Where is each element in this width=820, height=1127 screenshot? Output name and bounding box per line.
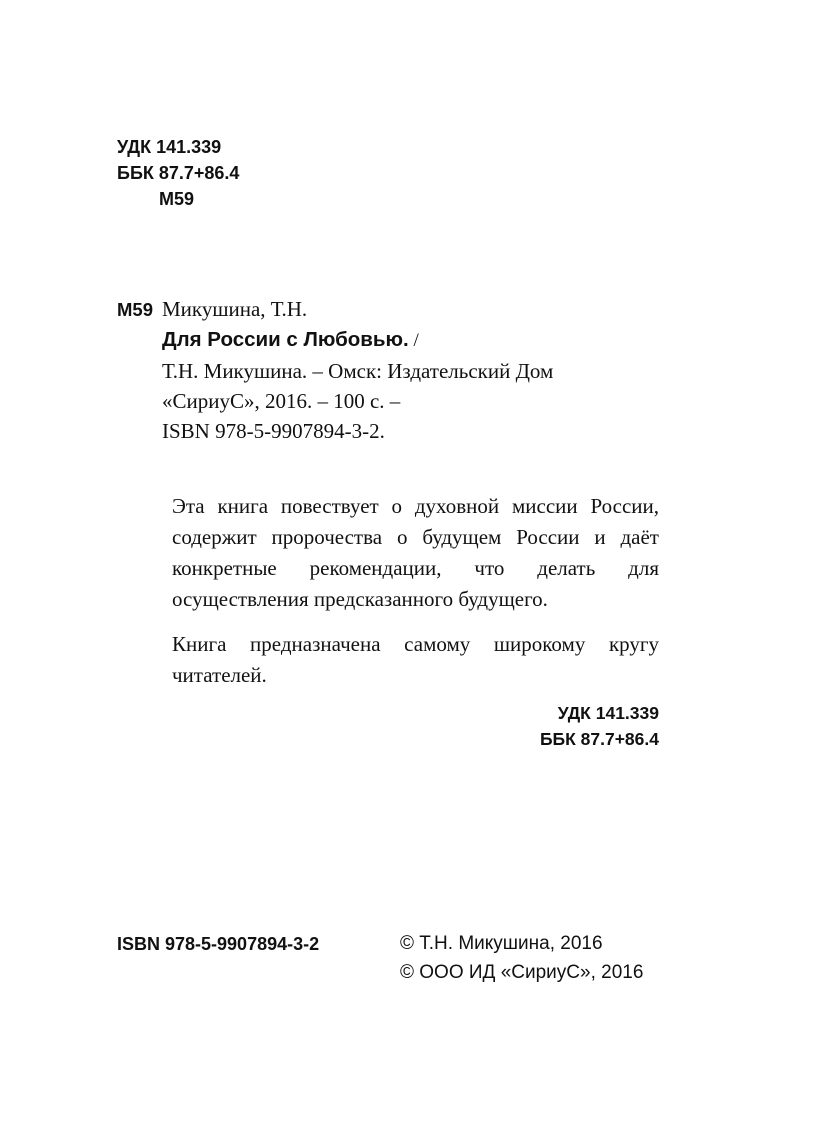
annotation-paragraph-description: Эта книга повествует о духовной миссии России, содержит пророчества о будущем России и даёт конкретные рекомендации, что делать для осуществления предсказанного будущего. <box>172 494 659 611</box>
catalog-card <box>162 294 553 446</box>
copyright-author: © Т.Н. Микушина, 2016 <box>400 933 603 954</box>
catalog-title-line <box>162 324 553 356</box>
header-classification-codes <box>117 134 239 212</box>
bbk-code: ББК 87.7+86.4 <box>539 729 659 749</box>
catalog-card-author-mark: М59 <box>117 299 153 320</box>
udk-code: УДК 141.339 <box>557 703 659 723</box>
title-separator: / <box>408 330 419 351</box>
udk-code: УДК 141.339 <box>117 137 222 157</box>
catalog-responsibility: Т.Н. Микушина. – Омск: Издательский Дом <box>162 359 554 383</box>
book-title: Для России с Любовью. <box>162 328 409 351</box>
annotation-paragraph-audience: Книга предназначена самому широкому кругу читателей. <box>172 632 659 687</box>
catalog-author: Микушина, Т.Н. <box>162 297 308 321</box>
annotation <box>172 491 659 705</box>
catalog-publisher-details: «СириуС», 2016. – 100 с. – <box>162 389 401 413</box>
footer-classification-codes <box>460 700 659 752</box>
copyright-notices <box>400 929 643 987</box>
isbn-footer: ISBN 978-5-9907894-3-2 <box>117 934 320 954</box>
author-mark: М59 <box>159 189 195 209</box>
copyright-publisher: © ООО ИД «СириуС», 2016 <box>400 962 644 983</box>
catalog-isbn: ISBN 978-5-9907894-3-2. <box>162 419 385 443</box>
bbk-code: ББК 87.7+86.4 <box>117 163 240 183</box>
